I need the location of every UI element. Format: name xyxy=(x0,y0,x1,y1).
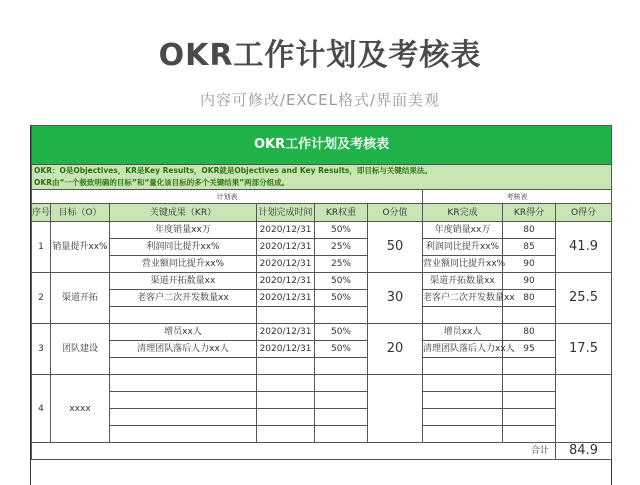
plan-date-cell: 2020/12/31 xyxy=(257,273,315,290)
total-value: 84.9 xyxy=(556,443,612,460)
kr-weight-cell: 25% xyxy=(315,256,368,273)
plan-date-cell xyxy=(257,409,315,426)
kr-weight-cell xyxy=(315,375,368,392)
header-kr-done: KR完成 xyxy=(423,204,503,222)
row-number: 4 xyxy=(32,375,51,443)
okr-sheet xyxy=(30,125,612,485)
table-row xyxy=(32,392,612,409)
row-number: 3 xyxy=(32,324,51,375)
table-row xyxy=(32,341,612,358)
plan-date-cell: 2020/12/31 xyxy=(257,222,315,239)
kr-score-cell xyxy=(503,392,556,409)
kr-score-cell xyxy=(503,375,556,392)
o-result-cell: 17.5 xyxy=(556,324,612,375)
header-plan-date: 计划完成时间 xyxy=(257,204,315,222)
key-result-cell: 老客户二次开发数量xx xyxy=(110,290,257,307)
kr-score-cell: 85 xyxy=(503,239,556,256)
key-result-cell: 利润同比提升xx% xyxy=(110,239,257,256)
kr-done-cell: 增员xx人 xyxy=(423,324,503,341)
kr-weight-cell: 25% xyxy=(315,239,368,256)
o-result-cell xyxy=(556,375,612,443)
row-number: 1 xyxy=(32,222,51,273)
header-key-result: 关键成果（KR） xyxy=(110,204,257,222)
table-row xyxy=(32,256,612,273)
kr-done-cell: 清理团队落后人力xx人 xyxy=(423,341,503,358)
total-row xyxy=(32,443,612,460)
key-result-cell xyxy=(110,392,257,409)
info-line-1: OKR：O是Objectives，KR是Key Results，OKR就是Objectives and Key Results，即目标与关键结果法。 xyxy=(32,165,612,177)
kr-score-cell: 80 xyxy=(503,222,556,239)
plan-date-cell: 2020/12/31 xyxy=(257,341,315,358)
key-result-cell xyxy=(110,426,257,443)
kr-done-cell: 营业额同比提升xx% xyxy=(423,256,503,273)
table-row xyxy=(32,222,612,239)
key-result-cell xyxy=(110,375,257,392)
kr-score-cell xyxy=(503,409,556,426)
key-result-cell xyxy=(110,409,257,426)
kr-weight-cell: 50% xyxy=(315,273,368,290)
kr-weight-cell: 50% xyxy=(315,290,368,307)
info-line-2: OKR由“一个极致明确的目标”和“量化该目标的多个关键结果”两部分组成。 xyxy=(32,176,612,190)
table-row xyxy=(32,409,612,426)
kr-done-cell xyxy=(423,409,503,426)
total-label: 合计 xyxy=(32,443,556,460)
kr-score-cell: 90 xyxy=(503,256,556,273)
plan-date-cell xyxy=(257,307,315,324)
plan-date-cell: 2020/12/31 xyxy=(257,239,315,256)
plan-date-cell xyxy=(257,358,315,375)
table-row xyxy=(32,324,612,341)
kr-score-cell xyxy=(503,307,556,324)
key-result-cell: 增员xx人 xyxy=(110,324,257,341)
kr-score-cell: 95 xyxy=(503,341,556,358)
kr-score-cell xyxy=(503,358,556,375)
kr-weight-cell xyxy=(315,392,368,409)
objective-cell: 销量提升xx% xyxy=(51,222,110,273)
table-row xyxy=(32,426,612,443)
objective-cell: xxxx xyxy=(51,375,110,443)
header-kr-weight: KR权重 xyxy=(315,204,368,222)
objective-cell: 渠道开拓 xyxy=(51,273,110,324)
table-row xyxy=(32,375,612,392)
kr-done-cell: 利润同比提升xx% xyxy=(423,239,503,256)
o-result-cell: 41.9 xyxy=(556,222,612,273)
header-no: 序号 xyxy=(32,204,51,222)
table-row xyxy=(32,290,612,307)
kr-weight-cell: 50% xyxy=(315,222,368,239)
header-o-result: O得分 xyxy=(556,204,612,222)
kr-done-cell: 渠道开拓数量xx xyxy=(423,273,503,290)
o-result-cell: 25.5 xyxy=(556,273,612,324)
kr-done-cell xyxy=(423,375,503,392)
kr-done-cell xyxy=(423,426,503,443)
sheet-title: OKR工作计划及考核表 xyxy=(32,126,612,165)
kr-weight-cell xyxy=(315,426,368,443)
kr-weight-cell xyxy=(315,307,368,324)
table-row xyxy=(32,358,612,375)
plan-date-cell: 2020/12/31 xyxy=(257,256,315,273)
kr-done-cell xyxy=(423,392,503,409)
o-score-cell: 30 xyxy=(368,273,423,324)
review-section-header: 考核表 xyxy=(423,190,612,204)
row-number: 2 xyxy=(32,273,51,324)
kr-done-cell xyxy=(423,307,503,324)
plan-date-cell xyxy=(257,426,315,443)
header-objective: 目标（O） xyxy=(51,204,110,222)
header-o-score: O分值 xyxy=(368,204,423,222)
o-score-cell: 20 xyxy=(368,324,423,375)
key-result-cell xyxy=(110,358,257,375)
kr-score-cell: 80 xyxy=(503,290,556,307)
objective-cell: 团队建设 xyxy=(51,324,110,375)
kr-done-cell: 老客户二次开发数量xx xyxy=(423,290,503,307)
key-result-cell: 清理团队落后人力xx人 xyxy=(110,341,257,358)
key-result-cell: 年度销量xx万 xyxy=(110,222,257,239)
page-subtitle: 内容可修改/EXCEL格式/界面美观 xyxy=(199,91,441,109)
kr-score-cell: 80 xyxy=(503,324,556,341)
key-result-cell: 渠道开拓数量xx xyxy=(110,273,257,290)
kr-weight-cell: 50% xyxy=(315,324,368,341)
page-title: OKR工作计划及考核表 xyxy=(158,38,482,73)
okr-table xyxy=(31,125,612,460)
kr-score-cell xyxy=(503,426,556,443)
plan-section-header: 计划表 xyxy=(32,190,423,204)
kr-weight-cell: 50% xyxy=(315,341,368,358)
plan-date-cell xyxy=(257,392,315,409)
key-result-cell xyxy=(110,307,257,324)
table-row xyxy=(32,239,612,256)
table-row xyxy=(32,307,612,324)
table-row xyxy=(32,273,612,290)
plan-date-cell: 2020/12/31 xyxy=(257,324,315,341)
kr-weight-cell xyxy=(315,358,368,375)
header-kr-score: KR得分 xyxy=(503,204,556,222)
plan-date-cell xyxy=(257,375,315,392)
kr-done-cell: 年度销量xx万 xyxy=(423,222,503,239)
kr-done-cell xyxy=(423,358,503,375)
o-score-cell xyxy=(368,375,423,443)
key-result-cell: 营业额同比提升xx% xyxy=(110,256,257,273)
plan-date-cell: 2020/12/31 xyxy=(257,290,315,307)
kr-score-cell: 90 xyxy=(503,273,556,290)
o-score-cell: 50 xyxy=(368,222,423,273)
kr-weight-cell xyxy=(315,409,368,426)
